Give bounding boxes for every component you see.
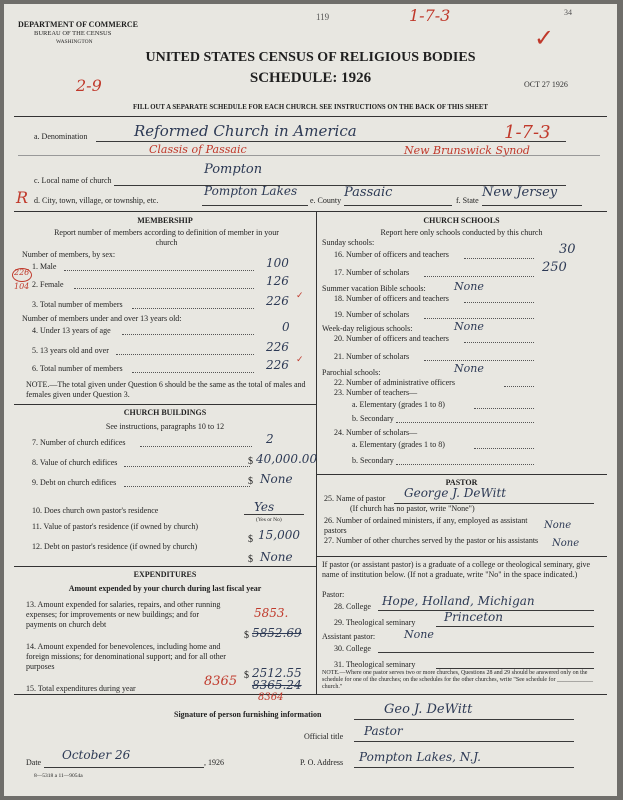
margin-226: 226 xyxy=(14,268,30,277)
local-name-value: Pompton xyxy=(204,162,263,177)
date-label: Date xyxy=(26,758,42,767)
q28-label: 28. College xyxy=(334,602,371,611)
q18-label: 18. Number of officers and teachers xyxy=(334,294,449,303)
assistant-pastor-subheading: Assistant pastor: xyxy=(322,632,376,641)
weekday-schools-label: Week-day religious schools: xyxy=(322,324,413,333)
q27-label: 27. Number of other churches served by the pastor or his assistants xyxy=(324,536,539,545)
local-name-label: c. Local name of church xyxy=(34,176,112,185)
q8-value: 40,000.00 xyxy=(256,452,318,466)
q20-label: 20. Number of officers and teachers xyxy=(334,334,449,343)
vacation-schools-label: Summer vacation Bible schools: xyxy=(322,284,426,293)
q9-label: 9. Debt on church edifices xyxy=(32,478,117,487)
official-title-value: Pastor xyxy=(364,724,403,738)
q23b-label: b. Secondary xyxy=(352,414,394,423)
pastor-title: PASTOR xyxy=(445,478,478,487)
q8-label: 8. Value of church edifices xyxy=(32,458,118,467)
q7-label: 7. Number of church edifices xyxy=(32,438,126,447)
q10-hint: (Yes or No) xyxy=(256,517,282,523)
check-mark: ✓ xyxy=(534,26,555,52)
membership-note: NOTE.—The total given under Question 6 should be the same as the total of males and females given under Question 3. xyxy=(26,380,306,399)
q6-value: 226 xyxy=(266,358,289,372)
q1-label: 1. Male xyxy=(32,262,57,271)
schools-intro: Report here only schools conducted by this church xyxy=(380,228,543,237)
pastor-note: NOTE.—Where one pastor serves two or more churches, Questions 28 and 29 should be answered only on the schedule for one of the churches; on the schedules for the other churches, write "See schedule for ____________ church." xyxy=(322,670,594,690)
classis-value: Classis of Passaic xyxy=(149,143,247,156)
q3-value: 226 xyxy=(266,294,289,308)
schedule-title: SCHEDULE: 1926 xyxy=(249,70,372,86)
q2-value: 126 xyxy=(266,274,289,288)
q15-red-value: 8365 xyxy=(204,674,238,689)
q16-label: 16. Number of officers and teachers xyxy=(334,250,449,259)
buildings-intro: See instructions, paragraphs 10 to 12 xyxy=(105,422,225,431)
date-year: , 1926 xyxy=(204,758,224,767)
q1-value: 100 xyxy=(266,256,289,270)
q15-label: 15. Total expenditures during year xyxy=(26,684,136,693)
department-label: DEPARTMENT OF COMMERCE xyxy=(18,20,139,29)
q24-label: 24. Number of scholars— xyxy=(334,428,418,437)
members-by-sex: Number of members, by sex: xyxy=(22,250,116,259)
po-address-value: Pompton Lakes, N.J. xyxy=(359,750,481,764)
q4-label: 4. Under 13 years of age xyxy=(32,326,111,335)
q24a-label: a. Elementary (grades 1 to 8) xyxy=(352,440,445,449)
members-by-age: Number of members under and over 13 years old: xyxy=(22,314,182,323)
q17-value: 250 xyxy=(542,260,567,275)
weekday-schools-value: None xyxy=(454,320,484,333)
q14-value: 2512.55 xyxy=(252,666,302,680)
q23a-label: a. Elementary (grades 1 to 8) xyxy=(352,400,445,409)
red-number: 2-9 xyxy=(76,76,102,95)
q3-label: 3. Total number of members xyxy=(32,300,123,309)
parochial-schools-value: None xyxy=(454,362,484,375)
corner-number: 34 xyxy=(564,8,572,17)
q10-value: Yes xyxy=(254,500,275,514)
pastor-subheading: Pastor: xyxy=(322,590,345,599)
q15-red-corrected: 8364 xyxy=(258,692,284,703)
q12-label: 12. Debt on pastor's residence (if owned by church) xyxy=(32,542,198,551)
q25-value: George J. DeWitt xyxy=(404,486,507,500)
synod-value: New Brunswick Synod xyxy=(404,144,530,157)
form-title: UNITED STATES CENSUS OF RELIGIOUS BODIES xyxy=(145,50,476,65)
assistant-pastor-value: None xyxy=(404,628,434,641)
q5-label: 5. 13 years old and over xyxy=(32,346,109,355)
q15-value: 8365.24 xyxy=(252,678,302,692)
q26-value: None xyxy=(544,520,572,531)
q13-label: 13. Amount expended for salaries, repairs, and other running expenses; for improvements or new buildings; and for payments on church debt xyxy=(26,600,221,629)
date-value: October 26 xyxy=(62,748,131,762)
q23-label: 23. Number of teachers— xyxy=(334,388,418,397)
stamp-number: 119 xyxy=(316,12,330,22)
q22-label: 22. Number of administrative officers xyxy=(334,378,455,387)
po-address-label: P. O. Address xyxy=(300,758,344,767)
date-stamp: OCT 27 1926 xyxy=(524,80,568,89)
red-code-right: 1-7-3 xyxy=(504,122,551,143)
q14-label: 14. Amount expended for benevolences, including home and foreign missions; for denominational support; and for all other purposes xyxy=(26,642,226,671)
red-code-top: 1-7-3 xyxy=(409,6,451,25)
q9-value: None xyxy=(260,472,293,486)
city-label: d. City, town, village, or township, etc. xyxy=(34,196,159,205)
state-label: f. State xyxy=(456,196,479,205)
q24b-label: b. Secondary xyxy=(352,456,394,465)
q17-label: 17. Number of scholars xyxy=(334,268,410,277)
q29-value: Princeton xyxy=(444,610,503,624)
q11-label: 11. Value of pastor's residence (if owned by church) xyxy=(32,522,199,531)
q13-red-value: 5853. xyxy=(254,606,289,620)
q4-value: 0 xyxy=(282,320,290,334)
q2-label: 2. Female xyxy=(32,280,64,289)
margin-104: 104 xyxy=(14,282,30,291)
state-value: New Jersey xyxy=(482,185,558,200)
q16-value: 30 xyxy=(559,242,576,257)
washington-label: WASHINGTON xyxy=(56,39,93,45)
instruction-banner: FILL OUT A SEPARATE SCHEDULE FOR EACH CHURCH. SEE INSTRUCTIONS ON THE BACK OF THIS SHEET xyxy=(133,104,488,111)
q26-label: 26. Number of ordained ministers, if any, employed as assistant pastors xyxy=(324,516,528,535)
bureau-label: BUREAU OF THE CENSUS xyxy=(34,30,112,37)
q12-value: None xyxy=(260,550,293,564)
q28-value: Hope, Holland, Michigan xyxy=(382,594,535,608)
denomination-value: Reformed Church in America xyxy=(134,122,357,140)
census-schedule-sheet: DEPARTMENT OF COMMERCE BUREAU OF THE CENSUS WASHINGTON 119 1-7-3 34 ✓ UNITED STATES CENSUS OF RELIGIOUS BODIES SCHEDULE: 1926 2-9 OCT 27 1926 FILL OUT A SEPARATE SCHEDULE FOR EACH CHURCH. SEE INSTRUCTIONS ON THE BACK OF THIS SHEET a. Denomination Reformed Church in America 1-7-3 Classis of Passaic New Brunswick Synod c. Local name of church Pompton R d. City, town, village, or township, etc. Pompton Lakes e. County Passaic f. State New Jersey MEMBERSHIP Report number of members according to definition of member in your church Number of members, by sex: 1. Male 100 226 104 2. Female 126 3. Total number of members 226 ✓ Number of members under and over 13 years old: 4. Under 13 years of age 0 5. 13 years old and over 226 6. Total number of members 226 ✓ NOTE.—The total given under Question 6 should be the same as the total of males and females given under Question 3. CHURCH BUILDINGS See instructions, paragraphs 10 to 12 7. Number of church edifices 2 8. Value of church edifices $ 40,000.00 9. Debt on church edifices $ None 10. Does church own pastor's residence Yes (Yes or No) 11. Value of pastor's residence (if owned by church) $ 15,000 12. Debt on pastor's residence (if owned by church) $ None EXPENDITURES Amount expended by your church during last fiscal year 13. Amount expended for salaries, repairs, and other running expenses; for improvements or new buildings; and for payments on church debt 5853. $ 5852.69 14. Amount expended for benevolences, including home and foreign missions; for denominational support; and for all other purposes $ 2512.55 15. Total expenditures during year 8365 8365.24 8364 CHURCH SCHOOLS Report here only schools conducted by this church Sunday schools: 16. Number of officers and teachers 30 17. Number of scholars 250 Summer vacation Bible schools: None 18. Number of officers and teachers 19. Number of scholars Week-day religious schools: None 20. Number of officers and teachers 21. Number of scholars Parochial schools: None 22. Number of administrative officers 23. Number of teachers— a. Elementary (grades 1 to 8) b. Secondary 24. Number of scholars— a. Elementary (grades 1 to 8) b. Secondary PASTOR 25. Name of pastor George J. DeWitt (If church has no pastor, write "None") 26. Number of ordained ministers, if any, employed as assistant pastors None 27. Number of other churches served by the pastor or his assistants None If pastor (or assistant pastor) is a graduate of a college or theological seminary, give name of institution below. (If not a graduate, write "No" in the space indicated.) Pastor: 28. College Hope, Holland, Michigan 29. Theological seminary Princeton Assistant pastor: None 30. College 31. Theological seminary NOTE.—Where one pastor serves two or more churches, Questions 28 and 29 should be answered only on the schedule for one of the churches; on the schedules for the other churches, write "See schedule for ____________ church." Signature of person furnishing information Geo J. DeWitt Official title Pastor Date October 26 , 1926 P. O. Address Pompton Lakes, N.J. 8—5318 a 11—9054a xyxy=(4,4,617,796)
q19-label: 19. Number of scholars xyxy=(334,310,410,319)
signature-value: Geo J. DeWitt xyxy=(384,702,473,717)
county-label: e. County xyxy=(310,196,342,205)
q30-label: 30. College xyxy=(334,644,371,653)
parochial-schools-label: Parochial schools: xyxy=(322,368,381,377)
membership-title: MEMBERSHIP xyxy=(137,216,193,225)
q11-value: 15,000 xyxy=(258,528,300,542)
denomination-label: a. Denomination xyxy=(34,132,88,141)
q29-label: 29. Theological seminary xyxy=(334,618,416,627)
q13-value: 5852.69 xyxy=(252,626,302,640)
pastor-education-intro: If pastor (or assistant pastor) is a graduate of a college or theological seminary, give name of institution below. (If not a graduate, write "No" in the space indicated.) xyxy=(322,560,591,579)
signature-label: Signature of person furnishing information xyxy=(174,710,322,719)
official-title-label: Official title xyxy=(304,732,344,741)
schools-title: CHURCH SCHOOLS xyxy=(423,216,500,225)
buildings-title: CHURCH BUILDINGS xyxy=(123,408,207,417)
city-value: Pompton Lakes xyxy=(204,184,298,198)
county-value: Passaic xyxy=(344,185,393,200)
membership-intro: Report number of members according to definition of member in your church xyxy=(54,228,279,247)
print-code: 8—5318 a 11—9054a xyxy=(34,773,83,779)
vacation-schools-value: None xyxy=(454,280,484,293)
q31-label: 31. Theological seminary xyxy=(334,660,416,669)
q10-label: 10. Does church own pastor's residence xyxy=(32,506,159,515)
q25-hint: (If church has no pastor, write "None") xyxy=(350,504,475,513)
sunday-schools-label: Sunday schools: xyxy=(322,238,375,247)
q6-label: 6. Total number of members xyxy=(32,364,123,373)
q5-value: 226 xyxy=(266,340,289,354)
q27-value: None xyxy=(552,538,580,549)
r-mark: R xyxy=(16,188,29,207)
q25-label: 25. Name of pastor xyxy=(324,494,386,503)
q21-label: 21. Number of scholars xyxy=(334,352,410,361)
expenditures-title: EXPENDITURES xyxy=(133,570,197,579)
q7-value: 2 xyxy=(266,432,274,446)
expenditures-intro: Amount expended by your church during last fiscal year xyxy=(68,584,262,593)
